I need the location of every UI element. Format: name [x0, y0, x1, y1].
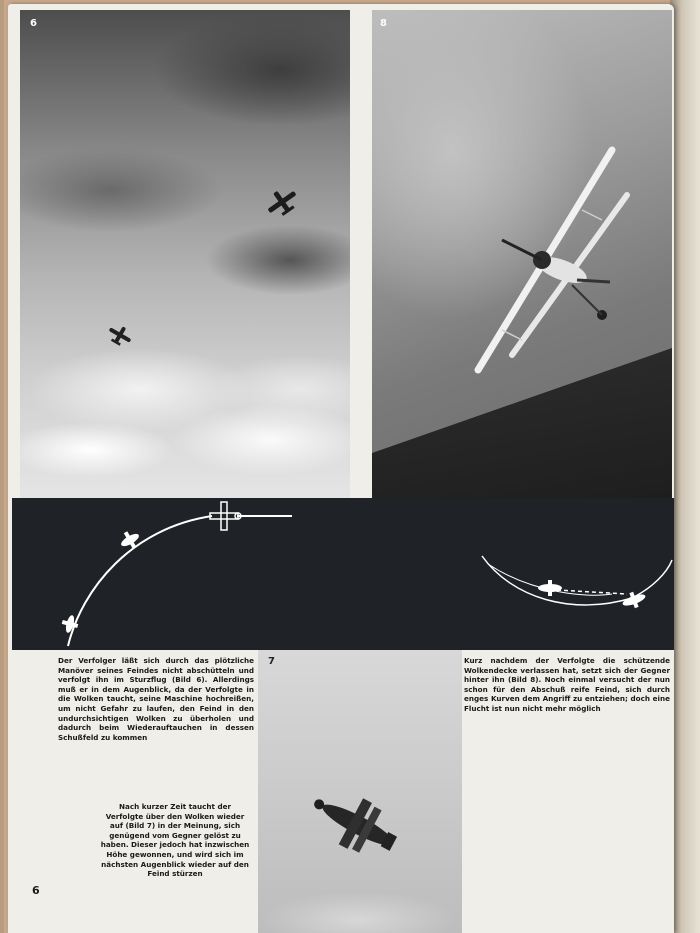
maneuver-diagram-strip	[12, 498, 674, 650]
airplane-silhouette-icon	[117, 527, 143, 553]
curved-flight-path-icon	[12, 498, 674, 650]
airplane-silhouette-icon	[538, 580, 562, 596]
sky-planes-illustration	[20, 10, 350, 498]
caption-lower: Nach kurzer Zeit taucht der Verfolgte über den Wolken wieder auf (Bild 7) in der Meinung, sich genügend vom Gegner gelöst zu haben. Dieser jedoch hat inzwischen Höhe gewonnen, und wird sich im nächsten Augenblick wieder auf den Feind stürzen	[100, 802, 250, 879]
desk-left-edge	[0, 0, 4, 933]
photo-biplane-closeup	[372, 10, 672, 498]
airplane-silhouette-icon	[210, 502, 241, 530]
magazine-page	[8, 4, 674, 933]
biplane-illustration	[372, 10, 672, 498]
caption-right: Kurz nachdem der Verfolgte die schützende Wolkendecke verlassen hat, setzt sich der Gegner hinter ihn (Bild 8). Noch einmal versucht der nun schon für den Abschuß reife Feind, sich durch enges Kurven dem Angriff zu entziehen; doch eine Flucht ist nun nicht mehr möglich	[464, 656, 670, 713]
airplane-silhouette-icon	[262, 183, 302, 221]
airplane-silhouette-icon	[105, 321, 135, 349]
next-page-edge	[670, 0, 700, 933]
photo-number-6: 6	[30, 18, 37, 29]
caption-left: Der Verfolger läßt sich durch das plötzliche Manöver seines Feindes nicht abschütteln und verfolgt ihn im Sturzflug (Bild 6). Allerdings muß er in dem Augenblick, da der Verfolgte in die Wolken taucht, seine Maschine hochreißen, um nicht Gefahr zu laufen, den Feind in den undurchsichtigen Wolken zu überholen und dadurch beim Wiederauftauchen in dessen Schußfeld zu kommen	[58, 656, 254, 742]
photo-number-8: 8	[380, 18, 387, 29]
photo-sky-dogfight	[20, 10, 350, 498]
photo-plane-above-clouds	[258, 650, 462, 933]
dive-plane-illustration	[258, 650, 462, 933]
photo-number-7: 7	[268, 656, 275, 667]
page-number: 6	[32, 884, 40, 897]
